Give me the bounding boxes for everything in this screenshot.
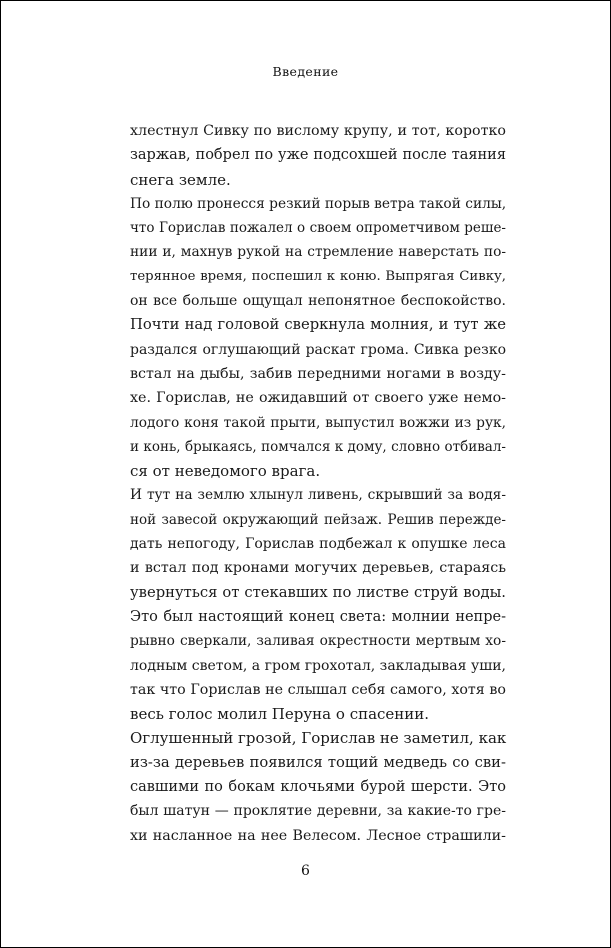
text-line: рывно сверкали, заливая окрестности мертвым хо-	[130, 633, 506, 650]
text-line: ся от неведомого врага.	[130, 462, 321, 481]
text-line: нии и, махнув рукой на стремление наверстать по-	[130, 244, 506, 261]
text-line: увернуться от стекавших по листве струй воды.	[130, 583, 506, 601]
text-line: терянное время, поспешил к коню. Выпрягая Сивку,	[130, 268, 506, 284]
text-line: Это был настоящий конец света: молнии непре-	[130, 608, 506, 625]
text-line: хи насланное на нее Велесом. Лесное страшили-	[130, 827, 506, 844]
text-line: снега земле.	[130, 170, 231, 189]
text-line: был шатун — проклятие деревни, за какие-то гре-	[130, 803, 506, 820]
text-line: лодным светом, а гром грохотал, закладывая уши,	[130, 657, 506, 674]
text-line: заржав, побрел по уже подсохшей после таяния	[130, 147, 506, 164]
text-line: лодого коня такой прыти, выпустил вожжи из рук,	[130, 414, 506, 431]
text-line: и встал под кронами могучих деревьев, стараясь	[130, 560, 506, 577]
text-line: встал на дыбы, забив передними ногами в возду-	[130, 365, 506, 382]
text-line: что Горислав пожалел о своем опрометчивом реше-	[130, 220, 506, 237]
text-line: Оглушенный грозой, Горислав не заметил, как	[130, 729, 507, 748]
text-line: раздался оглушающий раскат грома. Сивка резко	[130, 341, 506, 358]
page-number: 6	[301, 863, 310, 879]
text-line: ной завесой окружающий пейзаж. Решив пережде-	[130, 511, 506, 528]
running-head: Введение	[272, 64, 339, 79]
text-line: дать непогоду, Горислав подбежал к опушке леса	[130, 536, 506, 553]
text-line: из-за деревьев появился тощий медведь со сви-	[130, 753, 506, 771]
text-line: И тут на землю хлынул ливень, скрывший за водя-	[130, 487, 506, 504]
text-line: весь голос молил Перуна о спасении.	[130, 705, 430, 724]
text-line: так что Горислав не слышал себя самого, хотя во	[130, 681, 506, 698]
text-line: Почти над головой сверкнула молния, и тут же	[130, 316, 506, 334]
body-text	[130, 119, 506, 848]
text-line: По полю пронесся резкий порыв ветра такой силы,	[130, 195, 507, 212]
text-line: савшими по бокам клочьями бурой шерсти. Это	[130, 779, 506, 796]
text-line: и конь, брыкаясь, помчался к дому, словно отбивал-	[130, 438, 506, 455]
text-line: хе. Горислав, не ожидавший от своего уже немо-	[130, 390, 506, 407]
text-line: хлестнул Сивку по вислому крупу, и тот, коротко	[130, 123, 506, 139]
text-line: он все больше ощущал непонятное беспокойство.	[130, 293, 506, 310]
